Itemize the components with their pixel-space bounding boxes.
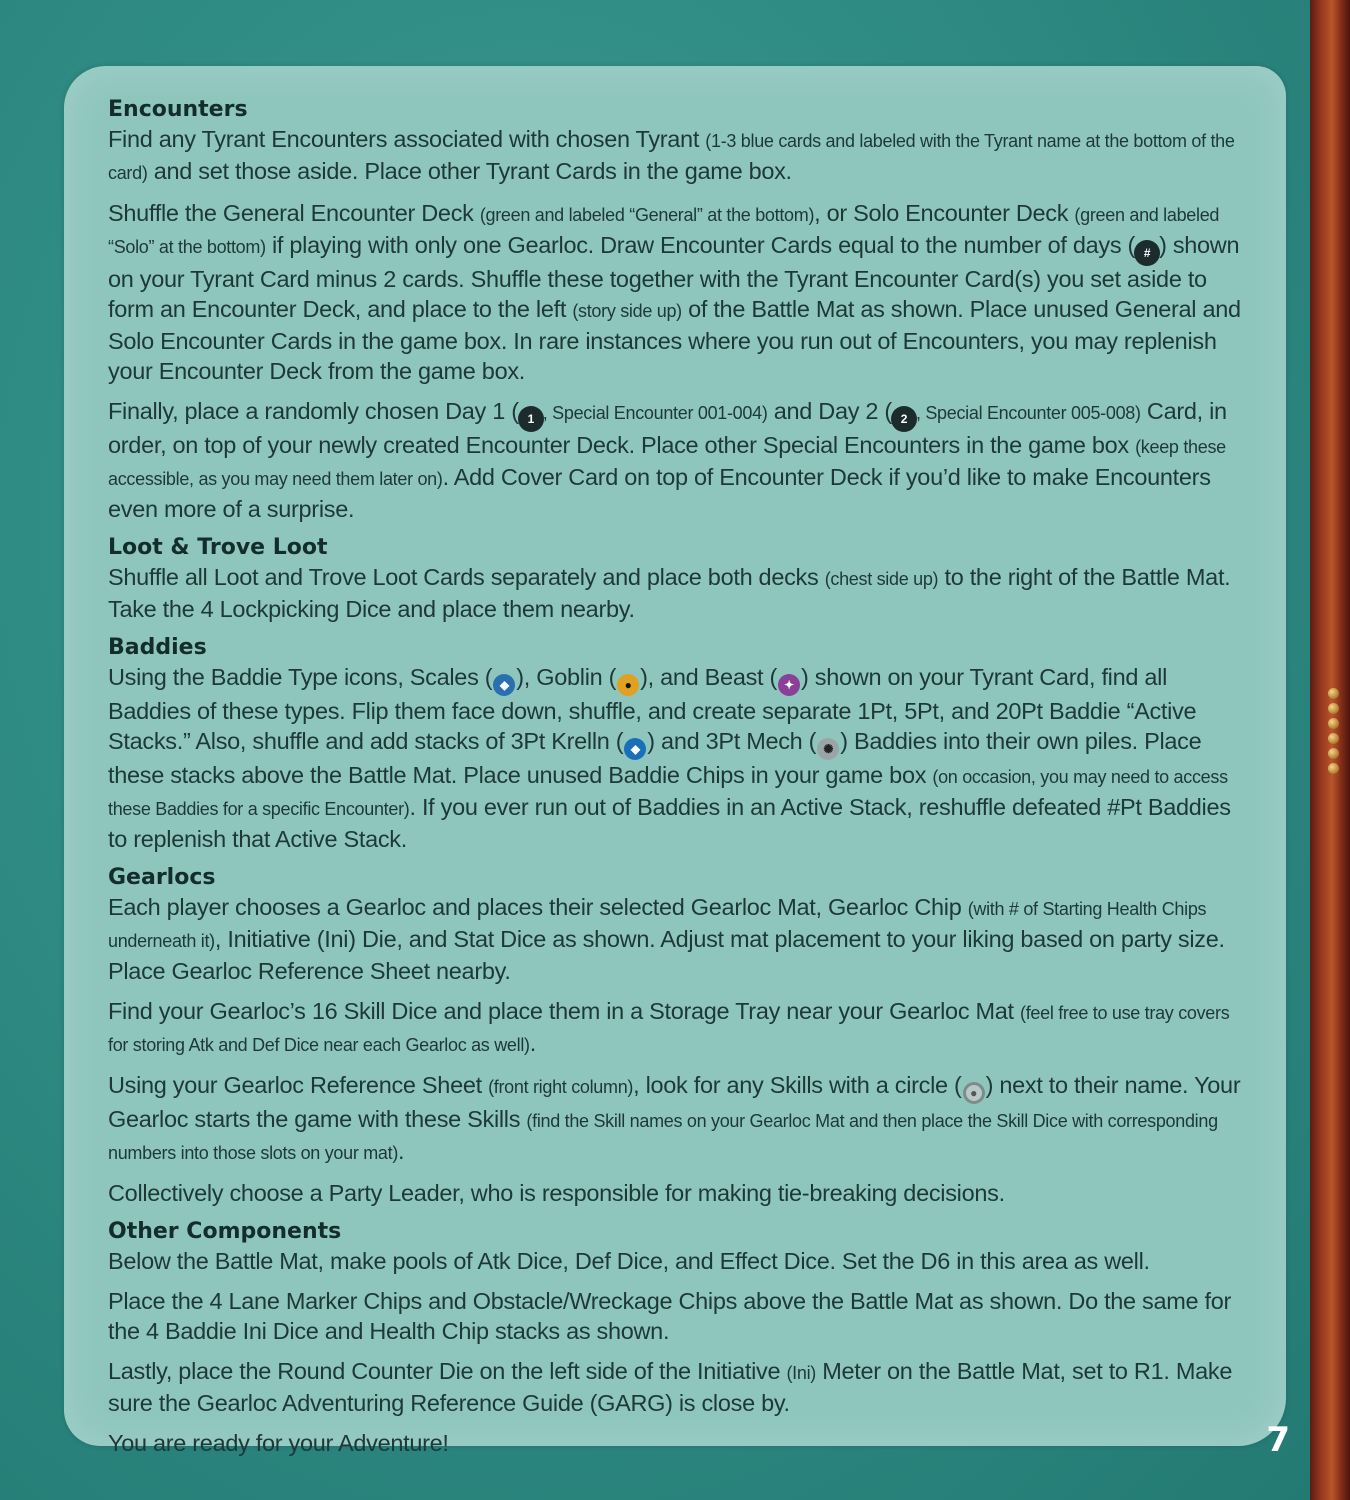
mech-icon: ✺ bbox=[817, 738, 839, 760]
rivet-icon bbox=[1328, 763, 1339, 774]
other-paragraph-1: Below the Battle Mat, make pools of Atk Dice, Def Dice, and Effect Dice. Set the D6 in this area as well. bbox=[108, 1248, 1150, 1274]
rivet-icon bbox=[1328, 748, 1339, 759]
other-paragraph-4: You are ready for your Adventure! bbox=[108, 1430, 449, 1456]
gearlocs-paragraph-4: Collectively choose a Party Leader, who is responsible for making tie-breaking decisions. bbox=[108, 1180, 1005, 1206]
encounters-paragraph-2: Shuffle the General Encounter Deck (green and labeled “General” at the bottom), or Solo Encounter Deck (green and labeled “Solo” at the bottom) if playing with only one Gearloc. Draw Encounter Cards equal to the number of days ( # ) shown on your Tyrant Card minus 2 cards. Shuffle these together with the Tyrant Encounter Card(s) you set aside to form an Encounter Deck, and place to the left (story side up) of the Battle Mat as shown. Place unused General and Solo Encounter Cards in the game box. In rare instances where you run out of Encounters, you may replenish your Encounter Deck from the game box. bbox=[108, 200, 1241, 384]
rivet-icon bbox=[1328, 718, 1339, 729]
encounters-paragraph-1: Find any Tyrant Encounters associated with chosen Tyrant (1-3 blue cards and labeled with the Tyrant name at the bottom of the card) and set those aside. Place other Tyrant Cards in the game box. bbox=[108, 126, 1235, 184]
gearlocs-paragraph-2: Find your Gearloc’s 16 Skill Dice and place them in a Storage Tray near your Gearloc Mat (feel free to use tray covers for storing Atk and Def Dice near each Gearloc as well). bbox=[108, 998, 1230, 1056]
rivet-icon bbox=[1328, 733, 1339, 744]
baddies-paragraph-1: Using the Baddie Type icons, Scales ( ◆ ), Goblin ( ● ), and Beast ( ✦ ) shown on your Tyrant Card, find all Baddies of these types. Flip them face down, shuffle, and create separate 1Pt, 5Pt, and 20Pt Baddie “Active Stacks.” Also, shuffle and add stacks of 3Pt Krelln ( ◆ ) and 3Pt Mech ( ✺ ) Baddies into their own piles. Place these stacks above the Battle Mat. Place unused Baddie Chips in your game box (on occasion, you may need to access these Baddies for a specific Encounter). If you ever run out of Baddies in an Active Stack, reshuffle defeated #Pt Baddies to replenish that Active Stack. bbox=[108, 664, 1231, 852]
gearlocs-paragraph-1: Each player chooses a Gearloc and places their selected Gearloc Mat, Gearloc Chip (with # of Starting Health Chips underneath it), Initiative (Ini) Die, and Stat Dice as shown. Adjust mat placement to your liking based on party size. Place Gearloc Reference Sheet nearby. bbox=[108, 894, 1225, 984]
other-paragraph-2: Place the 4 Lane Marker Chips and Obstacle/Wreckage Chips above the Battle Mat as shown. Do the same for the 4 Baddie Ini Dice and Health Chip stacks as shown. bbox=[108, 1288, 1232, 1344]
section-heading-other-components: Other Components bbox=[108, 1219, 342, 1244]
wood-border bbox=[1310, 0, 1350, 1500]
krelln-icon: ◆ bbox=[624, 738, 646, 760]
days-gear-icon: # bbox=[1136, 242, 1158, 264]
encounters-paragraph-3: Finally, place a randomly chosen Day 1 ( 1 , Special Encounter 001-004) and Day 2 ( 2 , Special Encounter 005-008) Card, in order, on top of your newly created Encounter Deck. Place other Special Encounters in the game box (keep these accessible, as you may need them later on). Add Cover Card on top of Encounter Deck if you’d like to make Encounters even more of a surprise. bbox=[108, 398, 1227, 522]
section-heading-baddies: Baddies bbox=[108, 635, 207, 660]
section-heading-loot: Loot & Trove Loot bbox=[108, 535, 328, 560]
scales-icon: ◆ bbox=[493, 674, 515, 696]
day-1-gear-icon: 1 bbox=[520, 408, 542, 430]
section-heading-gearlocs: Gearlocs bbox=[108, 865, 216, 890]
day-2-gear-icon: 2 bbox=[893, 408, 915, 430]
goblin-icon: ● bbox=[617, 674, 639, 696]
skill-circle-icon: ● bbox=[963, 1082, 985, 1104]
other-paragraph-3: Lastly, place the Round Counter Die on the left side of the Initiative (Ini) Meter on the Battle Mat, set to R1. Make sure the Gearloc Adventuring Reference Guide (GARG) is close by. bbox=[108, 1358, 1233, 1416]
page-number: 7 bbox=[1266, 1420, 1290, 1460]
section-heading-encounters: Encounters bbox=[108, 97, 248, 122]
rivet-icon bbox=[1328, 703, 1339, 714]
gearlocs-paragraph-3: Using your Gearloc Reference Sheet (front right column), look for any Skills with a circle ( ● ) next to their name. Your Gearloc starts the game with these Skills (find the Skill names on your Gearloc Mat and then place the Skill Dice with corresponding numbers into those slots on your mat). bbox=[108, 1072, 1241, 1164]
beast-icon: ✦ bbox=[778, 674, 800, 696]
rivet-strip bbox=[1324, 688, 1342, 774]
rules-content bbox=[108, 96, 1248, 1468]
rivet-icon bbox=[1328, 688, 1339, 699]
loot-paragraph-1: Shuffle all Loot and Trove Loot Cards separately and place both decks (chest side up) to the right of the Battle Mat. Take the 4 Lockpicking Dice and place them nearby. bbox=[108, 564, 1231, 622]
